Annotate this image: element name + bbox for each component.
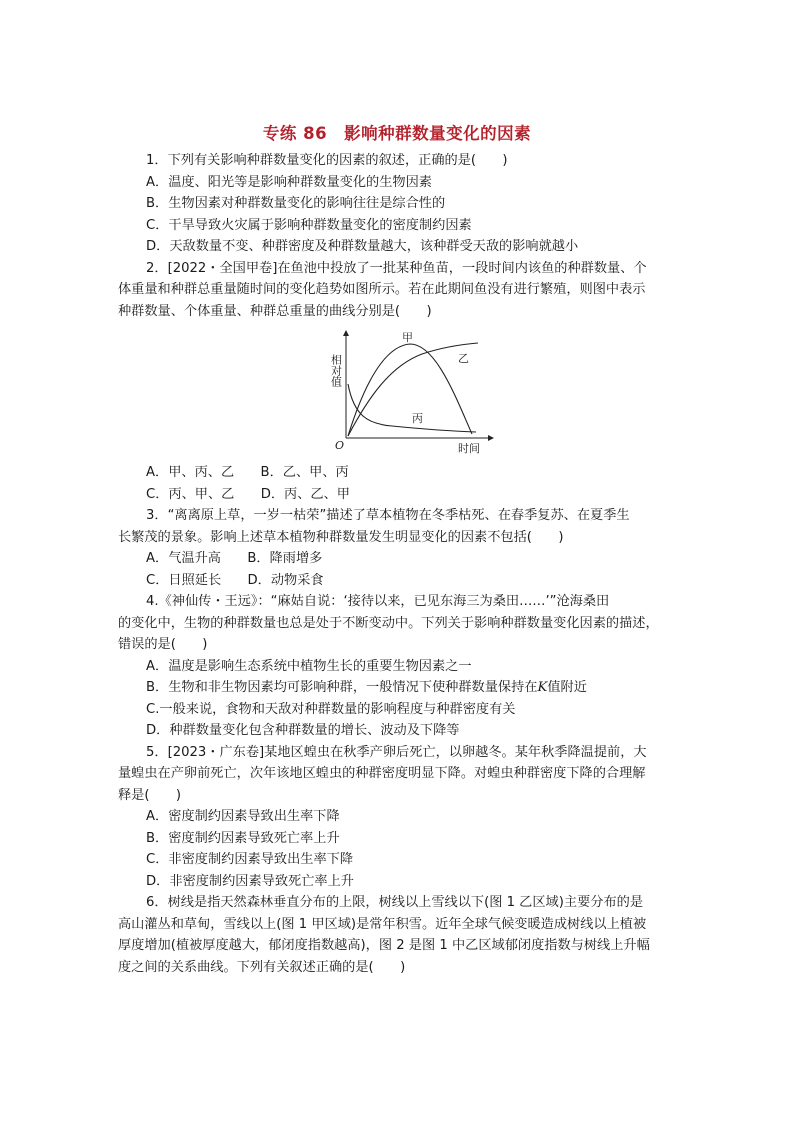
q3-stem-line2: 长繁茂的景象。影响上述草本植物种群数量发生明显变化的因素不包括( ) — [118, 529, 564, 545]
q4-option-c: C.一般来说，食物和天敌对种群数量的影响程度与种群密度有关 — [146, 701, 516, 717]
q4-stem-line1: 4.《神仙传・王远》：“麻姑自说：‘接待以来，已见东海三为桑田……’”沧海桑田 — [146, 594, 610, 609]
q2-stem-line1: 2．[2022・全国甲卷]在鱼池中投放了一批某种鱼苗，一段时间内该鱼的种群数量、个 — [146, 260, 647, 276]
x-axis-label: 时间 — [458, 442, 480, 454]
curve-yi-label: 乙 — [458, 352, 469, 365]
q2-options-cd: C．丙、甲、乙 D．丙、乙、甲 — [146, 486, 350, 502]
q4-option-d: D．种群数量变化包含种群数量的增长、波动及下降等 — [146, 723, 460, 738]
q1-option-a: A．温度、阳光等是影响种群数量变化的生物因素 — [146, 174, 432, 190]
q6-stem-line1: 6．树线是指天然森林垂直分布的上限，树线以上雪线以下(图 1 乙区域)主要分布的是 — [146, 895, 644, 910]
curve-jia — [348, 344, 472, 436]
page-title: 专练 86 影响种群数量变化的因素 — [262, 124, 532, 143]
question-list — [118, 150, 676, 978]
q1-option-d: D．天敌数量不变、种群密度及种群数量越大，该种群受天敌的影响就越小 — [146, 239, 579, 254]
q5-option-c: C．非密度制约因素导致出生率下降 — [146, 852, 354, 867]
q4-stem-line2: 的变化中，生物的种群数量也总是处于不断变动中。下列关于影响种群数量变化因素的描述， — [118, 615, 659, 631]
y-axis-arrow — [343, 330, 349, 336]
x-axis-arrow — [488, 435, 494, 441]
q5-option-d: D．非密度制约因素导致死亡率上升 — [146, 873, 354, 889]
q5-option-a: A．密度制约因素导致出生率下降 — [146, 809, 340, 824]
q3-options-ab: A．气温升高 B．降雨增多 — [146, 551, 323, 566]
q6-stem-line3: 厚度增加(植被厚度越大，郁闭度指数越高)，图 2 是图 1 中乙区域郁闭度指数与树线上升幅 — [118, 938, 650, 953]
q4-option-b-suffix: 值附近 — [547, 680, 587, 695]
origin-label: O — [335, 439, 345, 452]
q2-options-ab: A．甲、丙、乙 B．乙、甲、丙 — [146, 465, 349, 480]
q4-option-a: A．温度是影响生态系统中植物生长的重要生物因素之一 — [146, 658, 472, 674]
q6-stem-line2: 高山灌丛和草甸，雪线以上(图 1 甲区域)是常年积雪。近年全球气候变暖造成树线以上植被 — [118, 916, 647, 932]
q4-option-b-text: B．生物和非生物因素均可影响种群，一般情况下使种群数量保持在 — [146, 680, 538, 695]
q5-stem-line2: 量蝗虫在产卵前死亡，次年该地区蝗虫的种群密度明显下降。对蝗虫种群密度下降的合理解 — [118, 766, 646, 781]
q3-stem-line1: 3．“离离原上草，一岁一枯荣”描述了草本植物在冬季枯死、在春季复苏、在夏季生 — [146, 508, 630, 523]
q1-stem: 1．下列有关影响种群数量变化的因素的叙述，正确的是( ) — [146, 153, 508, 168]
q6-stem-line4: 度之间的关系曲线。下列有关叙述正确的是( ) — [118, 959, 406, 975]
k-value-symbol: K — [537, 680, 548, 695]
curve-jia-label: 甲 — [402, 331, 413, 344]
q4-stem-line3: 错误的是( ) — [118, 637, 208, 652]
curve-bing-label: 丙 — [412, 412, 423, 425]
q5-stem-line3: 释是( ) — [118, 787, 182, 803]
q3-options-cd: C．日照延长 D．动物采食 — [146, 572, 324, 588]
q5-option-b: B．密度制约因素导致死亡率上升 — [146, 830, 340, 846]
y-axis-label: 相对值 — [329, 354, 343, 387]
q5-stem-line1: 5．[2023・广东卷]某地区蝗虫在秋季产卵后死亡，以卵越冬。某年秋季降温提前，大 — [146, 744, 647, 760]
q4-option-b — [118, 677, 676, 699]
q2-stem-line2: 体重量和种群总重量随时间的变化趋势如图所示。若在此期间鱼没有进行繁殖，则图中表示 — [118, 282, 646, 297]
q2-stem-line3: 种群数量、个体重量、种群总重量的曲线分别是( ) — [118, 303, 432, 319]
q2-figure — [118, 328, 676, 460]
q1-option-c: C．干旱导致火灾属于影响种群数量变化的密度制约因素 — [146, 217, 472, 233]
q2-curve-graph — [318, 328, 498, 454]
q1-option-b: B．生物因素对种群数量变化的影响往往是综合性的 — [146, 196, 446, 211]
